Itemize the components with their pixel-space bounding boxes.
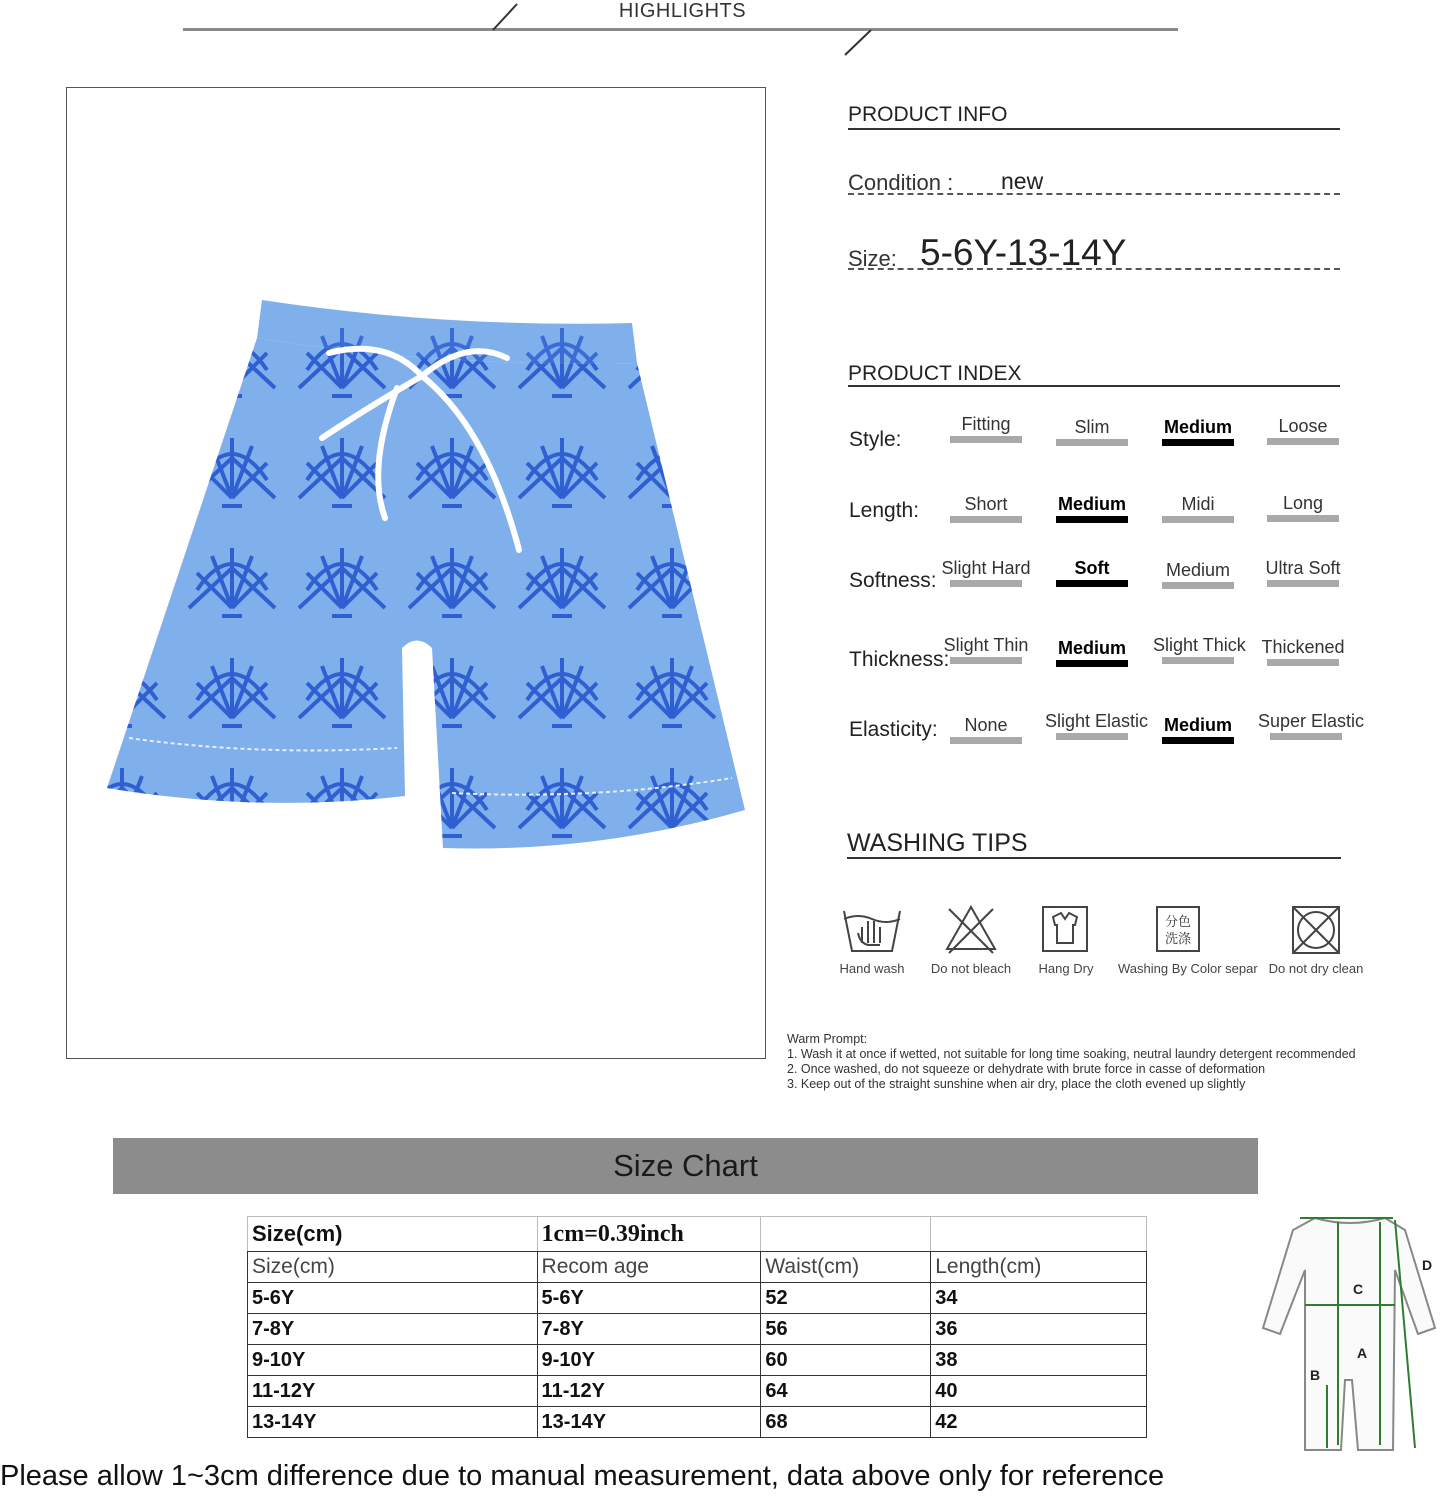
condition-value: new xyxy=(1001,168,1044,194)
softness-option-soft: Soft xyxy=(1047,556,1137,587)
softness-option-medium: Medium xyxy=(1153,558,1243,589)
condition-dash-rule xyxy=(848,193,1340,195)
product-info-rule xyxy=(848,128,1340,130)
length-label: Length: xyxy=(849,499,920,522)
style-option-medium: Medium xyxy=(1153,415,1243,446)
swim-shorts-image xyxy=(67,88,765,1058)
product-index-rule xyxy=(848,385,1340,387)
hand-wash-icon xyxy=(840,903,904,955)
style-option-loose: Loose xyxy=(1258,414,1348,445)
product-info-title: PRODUCT INFO xyxy=(848,103,1008,126)
length-option-midi: Midi xyxy=(1153,492,1243,523)
table-row: 11-12Y 11-12Y 64 40 xyxy=(248,1376,1147,1407)
no-bleach-icon xyxy=(943,903,999,955)
style-option-slim: Slim xyxy=(1047,415,1137,446)
highlights-title: HIGHLIGHTS xyxy=(618,0,747,22)
table-row: 7-8Y 7-8Y 56 36 xyxy=(248,1314,1147,1345)
hang-dry-icon xyxy=(1039,903,1093,955)
washing-by-color: 分色 洗涤 Washing By Color separ xyxy=(1118,903,1238,976)
thickness-option-slight-thin: Slight Thin xyxy=(941,633,1031,664)
table-row: 5-6Y 5-6Y 52 34 xyxy=(248,1283,1147,1314)
elasticity-option-slight-elastic: Slight Elastic xyxy=(1045,709,1139,740)
length-option-long: Long xyxy=(1258,491,1348,522)
product-index-title: PRODUCT INDEX xyxy=(848,362,1022,385)
diagram-letter-a: A xyxy=(1357,1345,1368,1361)
length-option-short: Short xyxy=(941,492,1031,523)
elasticity-label: Elasticity: xyxy=(849,718,938,741)
thickness-label: Thickness: xyxy=(849,648,950,671)
svg-text:分色: 分色 xyxy=(1164,915,1192,930)
do-not-bleach: Do not bleach xyxy=(911,903,1031,976)
warm-prompt: Warm Prompt: 1. Wash it at once if wetted, not suitable for long time soaking, neutral laundry detergent recommended 2. Once washed, do not squeeze or dehydrate with brute force in casse of deformation 3. Keep out of the straight sunshine when air dry, place the cloth evened up slightly xyxy=(787,1032,1356,1091)
do-not-dry-clean: Do not dry clean xyxy=(1256,903,1376,976)
elasticity-option-medium: Medium xyxy=(1153,713,1243,744)
size-dash-rule xyxy=(848,268,1340,270)
thickness-option-thickened: Thickened xyxy=(1258,635,1348,666)
softness-option-ultra-soft: Ultra Soft xyxy=(1258,556,1348,587)
diagram-letter-d: D xyxy=(1422,1257,1433,1273)
measurement-diagram xyxy=(1255,1210,1445,1460)
washing-tips-rule xyxy=(847,857,1341,859)
table-column-row: Size(cm) Recom age Waist(cm) Length(cm) xyxy=(248,1252,1147,1283)
size-value: 5-6Y-13-14Y xyxy=(920,232,1127,273)
footer-note: Please allow 1~3cm difference due to manual measurement, data above only for reference xyxy=(0,1460,1165,1492)
size-table xyxy=(247,1216,1147,1438)
condition-label: Condition : xyxy=(848,170,954,195)
thickness-option-slight-thick: Slight Thick xyxy=(1153,633,1243,664)
size-label: Size: xyxy=(848,246,897,271)
hang-dry: Hang Dry xyxy=(1006,903,1126,976)
diagram-letter-b: B xyxy=(1310,1367,1321,1383)
length-option-medium: Medium xyxy=(1047,492,1137,523)
washing-tips-title: WASHING TIPS xyxy=(847,829,1028,857)
svg-text:洗涤: 洗涤 xyxy=(1164,932,1192,947)
size-chart-header: Size Chart xyxy=(113,1138,1258,1194)
elasticity-option-none: None xyxy=(941,713,1031,744)
table-row: 13-14Y 13-14Y 68 42 xyxy=(248,1407,1147,1438)
thickness-option-medium: Medium xyxy=(1047,636,1137,667)
table-row: 9-10Y 9-10Y 60 38 xyxy=(248,1345,1147,1376)
style-option-fitting: Fitting xyxy=(941,412,1031,443)
no-dry-clean-icon xyxy=(1289,903,1343,955)
softness-label: Softness: xyxy=(849,569,937,592)
elasticity-option-super-elastic: Super Elastic xyxy=(1258,709,1354,740)
table-head-row: Size(cm) 1cm=0.39inch xyxy=(248,1217,1147,1252)
product-photo-frame xyxy=(66,87,766,1059)
hand-wash: Hand wash xyxy=(812,903,932,976)
diagram-letter-c: C xyxy=(1353,1281,1364,1297)
style-label: Style: xyxy=(849,428,902,451)
color-separate-icon xyxy=(1153,903,1203,955)
softness-option-slight-hard: Slight Hard xyxy=(941,556,1031,587)
